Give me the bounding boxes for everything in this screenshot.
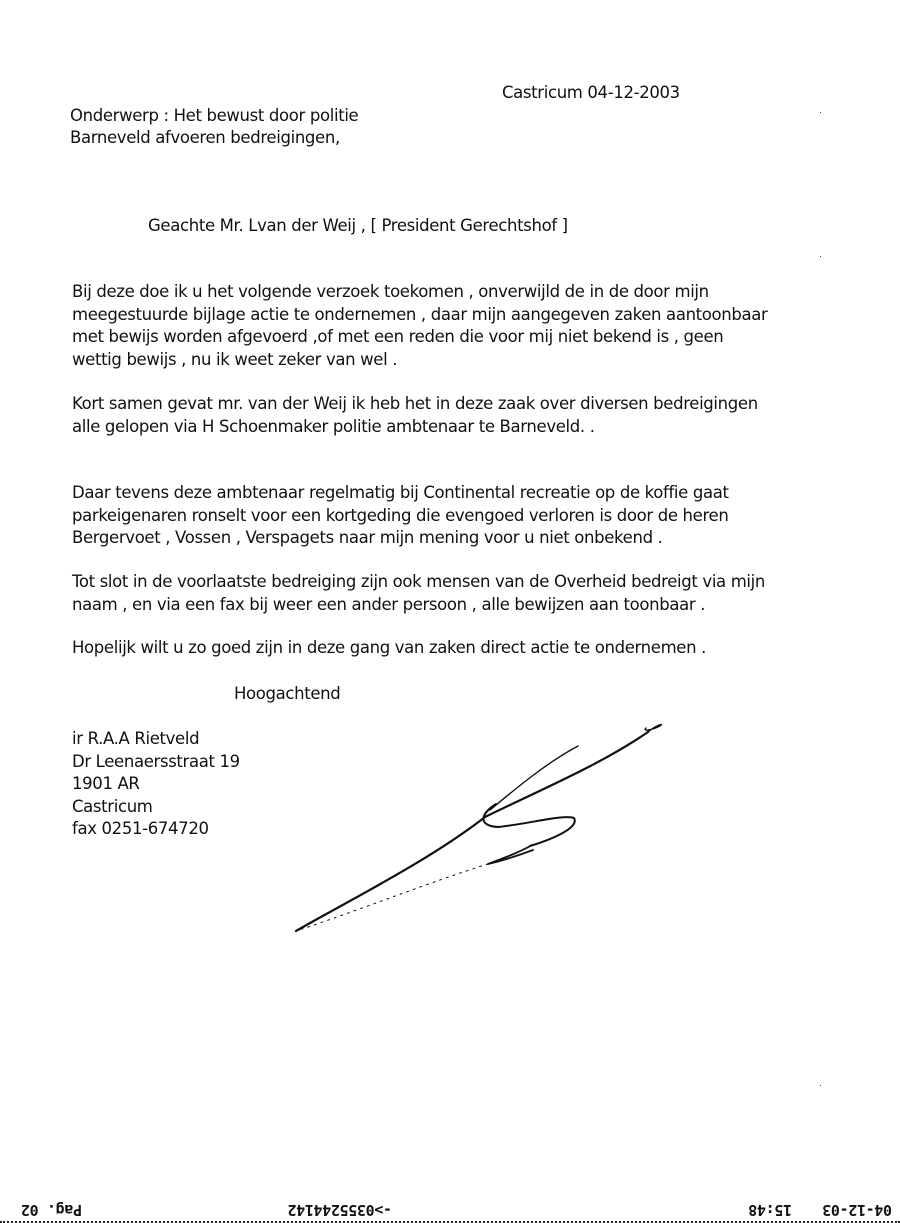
- sender-street: Dr Leenaersstraat 19: [72, 751, 240, 771]
- paragraph-line: Bergervoet , Vossen , Verspagets naar mijn mening voor u niet onbekend .: [72, 528, 663, 547]
- letter-salutation: Geachte Mr. Lvan der Weij , [ President Gerechtshof ]: [148, 216, 568, 235]
- scan-speck: [820, 112, 821, 113]
- letter-paragraph: [72, 393, 832, 438]
- paragraph-line: wettig bewijs , nu ik weet zeker van wel .: [72, 349, 398, 369]
- signature-icon: [280, 710, 680, 940]
- letter-paragraph: [72, 482, 832, 550]
- fax-page: Pag. 02: [21, 1201, 82, 1219]
- letter-paragraph: [72, 571, 832, 616]
- letter-subject-line-1: Onderwerp : Het bewust door politie: [70, 106, 359, 125]
- fax-time: 15:48: [748, 1201, 792, 1219]
- sender-postcode: 1901 AR: [72, 774, 140, 793]
- paragraph-line: meegestuurde bijlage actie te ondernemen , daar mijn aangegeven zaken aantoonbaar: [72, 304, 768, 324]
- paragraph-line: parkeigenaren ronselt voor een kortgeding die evengoed verloren is door de heren: [72, 505, 729, 525]
- paragraph-line: Kort samen gevat mr. van der Weij ik heb het in deze zaak over diversen bedreigingen: [72, 394, 758, 413]
- paragraph-line: Daar tevens deze ambtenaar regelmatig bij Continental recreatie op de koffie gaat: [72, 483, 729, 502]
- paragraph-line: Bij deze doe ik u het volgende verzoek toekomen , onverwijld de in de door mijn: [72, 282, 709, 301]
- sender-city: Castricum: [72, 796, 153, 816]
- sender-fax: fax 0251-674720: [72, 819, 209, 838]
- paragraph-line: alle gelopen via H Schoenmaker politie ambtenaar te Barneveld. .: [72, 416, 595, 436]
- fax-destination: ->0355244142: [287, 1201, 392, 1219]
- letter-paragraph: [72, 637, 832, 660]
- scan-speck: [820, 256, 821, 257]
- letter-paragraph: [72, 281, 832, 371]
- fax-date: 04-12-03: [822, 1201, 892, 1219]
- fax-transmission-header: [0, 1197, 900, 1223]
- letter-place-date: Castricum 04-12-2003: [502, 83, 680, 102]
- letter-subject-line-2: Barneveld afvoeren bedreigingen,: [70, 128, 340, 147]
- sender-name: ir R.A.A Rietveld: [72, 729, 200, 748]
- paragraph-line: Tot slot in de voorlaatste bedreiging zijn ook mensen van de Overheid bedreigt via mijn: [72, 572, 766, 591]
- letter-closing: Hoogachtend: [234, 684, 341, 703]
- paragraph-line: naam , en via een fax bij weer een ander persoon , alle bewijzen aan toonbaar .: [72, 594, 706, 614]
- scan-speck: [820, 1085, 821, 1086]
- paragraph-line: Hopelijk wilt u zo goed zijn in deze gang van zaken direct actie te ondernemen .: [72, 638, 706, 657]
- paragraph-line: met bewijs worden afgevoerd ,of met een reden die voor mij niet bekend is , geen: [72, 327, 724, 346]
